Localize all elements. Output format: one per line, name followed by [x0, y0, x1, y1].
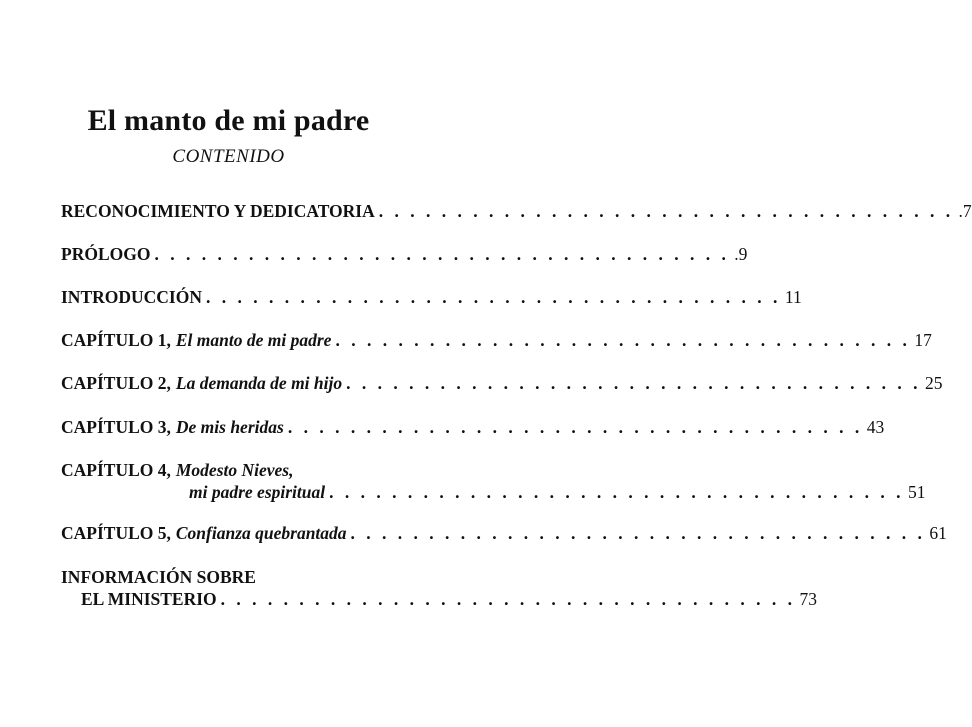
dot-leader: . . . . . . . . . . . . . . . . . . . . . . . . . . . . . . . . . . . . . [220, 589, 796, 609]
dot-leader: . . . . . . . . . . . . . . . . . . . . . . . . . . . . . . . . . . . . . [154, 244, 730, 264]
toc-entry-page: .9 [734, 244, 748, 264]
toc-entry-chapter-title: La demanda de mi hijo [175, 373, 343, 393]
toc-entry-chapter-4[interactable] [61, 459, 926, 503]
dot-leader: . . . . . . . . . . . . . . . . . . . . . . . . . . . . . . . . . . . . . [378, 201, 954, 221]
dot-leader: . . . . . . . . . . . . . . . . . . . . . . . . . . . . . . . . . . . . . [346, 373, 921, 393]
toc-entry-chapter-title: Modesto Nieves, [175, 460, 294, 480]
toc-entry-chapter-1[interactable] [61, 329, 932, 351]
dot-leader: . . . . . . . . . . . . . . . . . . . . . . . . . . . . . . . . . . . . . [287, 417, 863, 437]
toc-entry-chapter-title: De mis heridas [175, 417, 284, 437]
toc-entry-label: CAPÍTULO 2, [61, 373, 171, 393]
toc-entry-introduction[interactable] [61, 286, 802, 308]
contents-heading: CONTENIDO [172, 146, 285, 167]
toc-entry-page: 17 [914, 330, 932, 350]
toc-entry-label: CAPÍTULO 4, [61, 460, 171, 480]
toc-entry-page: .7 [958, 201, 972, 221]
toc-entry-page: 25 [925, 373, 943, 393]
toc-entry-page: 73 [799, 589, 818, 609]
toc-entry-label: INFORMACIÓN SOBRE [61, 567, 256, 587]
toc-entry-page: 43 [866, 417, 885, 437]
toc-entry-chapter-5[interactable] [61, 522, 947, 544]
toc-entry-acknowledgements[interactable] [61, 200, 972, 222]
toc-entry-chapter-2[interactable] [61, 372, 943, 394]
toc-entry-page: 51 [908, 482, 926, 502]
toc-entry-page: 11 [784, 287, 802, 307]
toc-entry-chapter-title: El manto de mi padre [175, 330, 332, 350]
toc-entry-page: 61 [929, 523, 947, 543]
toc-entry-chapter-3[interactable] [61, 416, 885, 438]
toc-entry-label: PRÓLOGO [61, 244, 151, 264]
toc-entry-label: RECONOCIMIENTO Y DEDICATORIA [61, 201, 375, 221]
toc-entry-label: CAPÍTULO 1, [61, 330, 171, 350]
book-title: El manto de mi padre [87, 104, 370, 137]
dot-leader: . . . . . . . . . . . . . . . . . . . . . . . . . . . . . . . . . . . . . [335, 330, 911, 350]
toc-entry-label: CAPÍTULO 5, [61, 523, 171, 543]
dot-leader: . . . . . . . . . . . . . . . . . . . . . . . . . . . . . . . . . . . . . [205, 287, 781, 307]
toc-entry-label: INTRODUCCIÓN [61, 287, 202, 307]
dot-leader: . . . . . . . . . . . . . . . . . . . . . . . . . . . . . . . . . . . . . [329, 482, 904, 502]
toc-entry-chapter-title-line2: mi padre espiritual [189, 482, 326, 502]
toc-entry-label-line2: EL MINISTERIO [81, 589, 217, 609]
toc-entry-chapter-title: Confianza quebrantada [175, 523, 347, 543]
toc-entry-label: CAPÍTULO 3, [61, 417, 171, 437]
dot-leader: . . . . . . . . . . . . . . . . . . . . . . . . . . . . . . . . . . . . . [350, 523, 926, 543]
toc-entry-ministry-info[interactable] [61, 566, 818, 610]
toc-entry-prologue[interactable] [61, 243, 748, 265]
